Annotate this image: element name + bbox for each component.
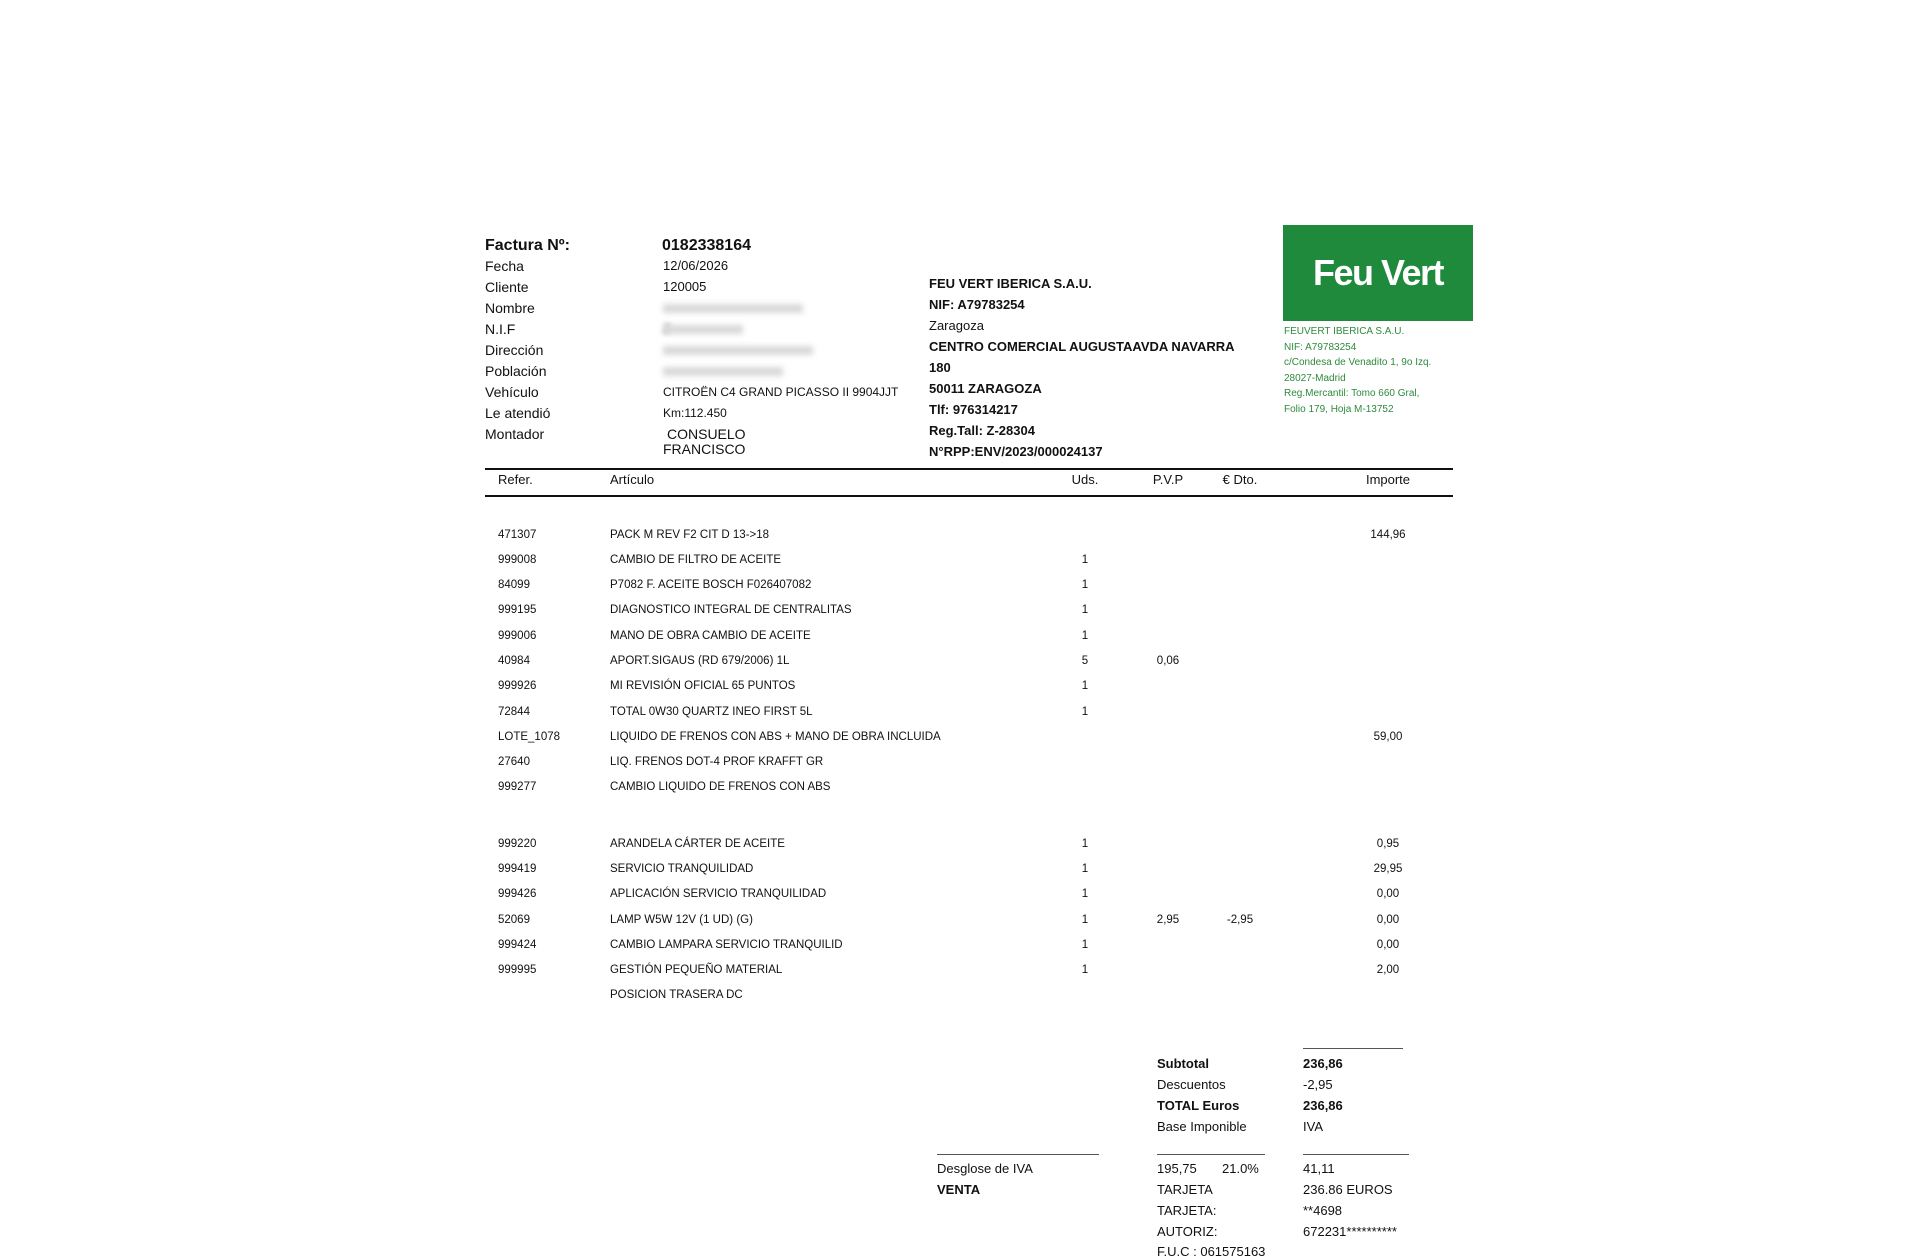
cell-uds: 1	[1081, 554, 1089, 566]
cell-ref: 999220	[498, 838, 537, 850]
cell-uds: 1	[1081, 630, 1089, 642]
field-label: Montador	[485, 426, 545, 442]
header-amount: Importe	[1365, 472, 1411, 487]
desglose-rule	[937, 1154, 1099, 1155]
company-line: FEU VERT IBERICA S.A.U.	[929, 276, 1092, 291]
cell-art: APLICACIÓN SERVICIO TRANQUILIDAD	[610, 888, 827, 900]
cell-imp: 59,00	[1373, 731, 1403, 743]
tarjeta-value: 236.86 EUROS	[1303, 1182, 1393, 1197]
cell-ref: 999277	[498, 781, 537, 793]
redacted-value	[663, 367, 783, 376]
total-label: TOTAL Euros	[1157, 1098, 1240, 1113]
logo-info-line: Reg.Mercantil: Tomo 660 Gral,	[1284, 388, 1420, 400]
cell-art: TOTAL 0W30 QUARTZ INEO FIRST 5L	[610, 706, 813, 718]
table-bottom-rule	[485, 495, 1453, 497]
logo-info-line: c/Condesa de Venadito 1, 9o Izq.	[1284, 357, 1432, 369]
logo-info-line: NIF: A79783254	[1284, 341, 1357, 353]
cell-uds: 1	[1081, 706, 1089, 718]
cell-art: P7082 F. ACEITE BOSCH F026407082	[610, 579, 812, 591]
cell-imp: 0,00	[1376, 939, 1400, 951]
cell-ref: 999195	[498, 604, 537, 616]
cell-uds: 5	[1081, 655, 1089, 667]
cell-dto: -2,95	[1226, 914, 1254, 926]
cell-imp: 2,00	[1376, 964, 1400, 976]
autoriz-label: AUTORIZ:	[1157, 1224, 1218, 1239]
redacted-value	[663, 346, 813, 355]
field-label: Dirección	[485, 342, 544, 358]
company-line: Tlf: 976314217	[929, 402, 1018, 417]
tarjeta-label: TARJETA	[1157, 1182, 1213, 1197]
field-value: Km:112.450	[663, 406, 727, 420]
cell-ref: 72844	[498, 706, 530, 718]
company-line: N°RPP:ENV/2023/000024137	[929, 444, 1103, 459]
discounts-value: -2,95	[1303, 1077, 1333, 1092]
cell-uds: 1	[1081, 680, 1089, 692]
header-pvp: P.V.P	[1152, 472, 1184, 487]
cell-art: CAMBIO DE FILTRO DE ACEITE	[610, 554, 782, 566]
cell-uds: 1	[1081, 863, 1089, 875]
company-line: Zaragoza	[929, 318, 984, 333]
field-value: 120005	[663, 279, 707, 294]
invoice-number: 0182338164	[662, 237, 751, 254]
table-top-rule	[485, 468, 1453, 470]
base-label: Base Imponible	[1157, 1119, 1247, 1134]
subtotal-value: 236,86	[1303, 1056, 1343, 1071]
cell-ref: 999926	[498, 680, 537, 692]
venta-label: VENTA	[937, 1182, 981, 1197]
cell-ref: 999008	[498, 554, 537, 566]
cell-art: MANO DE OBRA CAMBIO DE ACEITE	[610, 630, 811, 642]
field-label: N.I.F	[485, 321, 516, 337]
cell-art: DIAGNOSTICO INTEGRAL DE CENTRALITAS	[610, 604, 852, 616]
header-ref: Refer.	[498, 472, 533, 487]
subtotal-label: Subtotal	[1157, 1056, 1209, 1071]
cell-imp: 29,95	[1373, 863, 1403, 875]
cell-uds: 1	[1081, 838, 1089, 850]
field-value: 12/06/2026	[663, 258, 729, 273]
cell-imp: 0,95	[1376, 838, 1400, 850]
cell-art: APORT.SIGAUS (RD 679/2006) 1L	[610, 655, 790, 667]
cell-ref: 471307	[498, 529, 537, 541]
company-line: NIF: A79783254	[929, 297, 1025, 312]
redacted-value	[663, 304, 803, 313]
cell-uds: 1	[1081, 964, 1089, 976]
cell-pvp: 0,06	[1156, 655, 1180, 667]
desglose-label: Desglose de IVA	[937, 1161, 1033, 1176]
cell-art: LAMP W5W 12V (1 UD) (G)	[610, 914, 753, 926]
field-label: Población	[485, 363, 547, 379]
total-value: 236,86	[1303, 1098, 1343, 1113]
field-value: CONSUELO	[667, 426, 746, 442]
cell-art: ARANDELA CÁRTER DE ACEITE	[610, 838, 785, 850]
mechanic-name: FRANCISCO	[663, 441, 746, 457]
cell-art: LIQUIDO DE FRENOS CON ABS + MANO DE OBRA INCLUIDA	[610, 731, 941, 743]
cell-ref: 999426	[498, 888, 537, 900]
cell-art: CAMBIO LAMPARA SERVICIO TRANQUILID	[610, 939, 843, 951]
fuc-label: F.U.C : 061575163	[1157, 1244, 1266, 1259]
cell-ref: 999424	[498, 939, 537, 951]
base-rule	[1157, 1154, 1265, 1155]
cell-uds: 1	[1081, 604, 1089, 616]
feu-vert-logo: Feu Vert	[1283, 225, 1473, 321]
cell-ref: 52069	[498, 914, 530, 926]
company-line: CENTRO COMERCIAL AUGUSTAAVDA NAVARRA	[929, 339, 1235, 354]
cell-uds: 1	[1081, 939, 1089, 951]
cell-art: LIQ. FRENOS DOT-4 PROF KRAFFT GR	[610, 756, 824, 768]
subtotal-rule	[1303, 1048, 1403, 1049]
cell-ref: 999995	[498, 964, 537, 976]
field-label: Nombre	[485, 300, 535, 316]
cell-uds: 1	[1081, 888, 1089, 900]
iva-rule	[1303, 1154, 1409, 1155]
company-line: 180	[929, 360, 951, 375]
cell-art: SERVICIO TRANQUILIDAD	[610, 863, 754, 875]
card-label: TARJETA:	[1157, 1203, 1217, 1218]
cell-uds: 1	[1081, 579, 1089, 591]
header-article: Artículo	[610, 472, 655, 487]
redacted-value	[663, 325, 743, 334]
base-value: 195,75	[1157, 1161, 1197, 1176]
cell-ref: 999419	[498, 863, 537, 875]
logo-info-line: Folio 179, Hoja M-13752	[1284, 404, 1394, 415]
card-number: **4698	[1303, 1203, 1343, 1218]
field-label: Cliente	[485, 279, 529, 295]
field-label: Vehículo	[485, 384, 539, 400]
iva-label: IVA	[1303, 1119, 1323, 1134]
iva-amount: 41,11	[1303, 1161, 1335, 1176]
cell-art: MI REVISIÓN OFICIAL 65 PUNTOS	[610, 680, 796, 692]
field-value: CITROËN C4 GRAND PICASSO II 9904JJT	[663, 385, 899, 399]
field-label: Fecha	[485, 258, 524, 274]
cell-ref: 27640	[498, 756, 530, 768]
cell-imp: 0,00	[1376, 914, 1400, 926]
cell-ref: LOTE_1078	[498, 731, 561, 743]
field-label: Le atendió	[485, 405, 551, 421]
header-discount: € Dto.	[1222, 472, 1258, 487]
cell-uds: 1	[1081, 914, 1089, 926]
cell-art: POSICION TRASERA DC	[610, 989, 743, 1001]
iva-rate: 21.0%	[1222, 1161, 1259, 1176]
company-line: 50011 ZARAGOZA	[929, 381, 1042, 396]
cell-ref: 84099	[498, 579, 530, 591]
logo-info-line: FEUVERT IBERICA S.A.U.	[1284, 326, 1405, 337]
invoice-number-label: Factura Nº:	[485, 237, 570, 254]
cell-imp: 144,96	[1370, 529, 1406, 541]
cell-pvp: 2,95	[1156, 914, 1180, 926]
cell-art: GESTIÓN PEQUEÑO MATERIAL	[610, 964, 783, 976]
cell-ref: 999006	[498, 630, 537, 642]
cell-art: PACK M REV F2 CIT D 13->18	[610, 529, 770, 541]
cell-art: CAMBIO LIQUIDO DE FRENOS CON ABS	[610, 781, 831, 793]
autoriz-value: 672231**********	[1303, 1224, 1397, 1239]
cell-imp: 0,00	[1376, 888, 1400, 900]
logo-info-line: 28027-Madrid	[1284, 372, 1346, 384]
cell-ref: 40984	[498, 655, 530, 667]
company-line: Reg.Tall: Z-28304	[929, 423, 1035, 438]
discounts-label: Descuentos	[1157, 1077, 1226, 1092]
header-units: Uds.	[1071, 472, 1099, 487]
